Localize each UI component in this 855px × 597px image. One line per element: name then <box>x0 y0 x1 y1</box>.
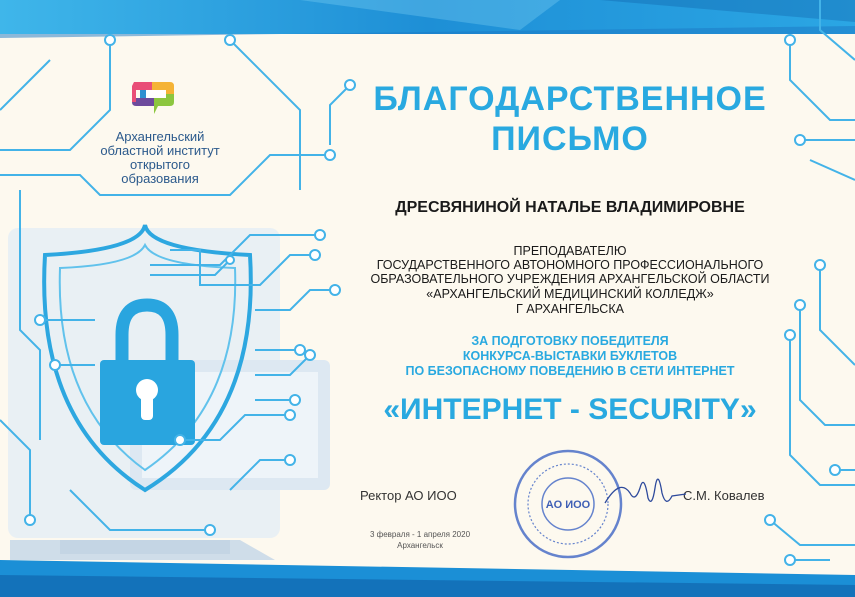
recipient-name: ДРЕСВЯНИНОЙ НАТАЛЬЕ ВЛАДИМИРОВНЕ <box>395 199 745 216</box>
document-title-line: БЛАГОДАРСТВЕННОЕ <box>373 80 767 118</box>
top-band <box>0 0 855 38</box>
reason-line: КОНКУРСА-ВЫСТАВКИ БУКЛЕТОВ <box>462 349 678 363</box>
city-name: Архангельск <box>397 541 443 550</box>
reason-line: ПО БЕЗОПАСНОМУ ПОВЕДЕНИЮ В СЕТИ ИНТЕРНЕТ <box>405 364 735 378</box>
recipient-position-line: ГОСУДАРСТВЕННОГО АВТОНОМНОГО ПРОФЕССИОНАЛЬНОГО <box>376 258 764 272</box>
recipient-position-line: Г АРХАНГЕЛЬСКА <box>516 302 624 316</box>
recipient-position-line: «АРХАНГЕЛЬСКИЙ МЕДИЦИНСКИЙ КОЛЛЕДЖ» <box>426 287 714 301</box>
institute-name <box>80 130 240 186</box>
reason-line: ЗА ПОДГОТОВКУ ПОБЕДИТЕЛЯ <box>471 334 669 348</box>
stamp-center-text: АО ИОО <box>545 499 591 511</box>
signature-scribble-icon <box>600 458 690 518</box>
bottom-band <box>0 560 855 597</box>
institute-name-line: Архангельский <box>115 129 205 144</box>
institute-logo-icon <box>124 76 180 120</box>
signer-role: Ректор АО ИОО <box>360 488 457 503</box>
institute-name-line: открытого <box>130 157 190 172</box>
institute-name-line: областной институт <box>100 143 220 158</box>
recipient-position-line: ОБРАЗОВАТЕЛЬНОГО УЧРЕЖДЕНИЯ АРХАНГЕЛЬСКОЙ ОБЛАСТИ <box>370 272 770 286</box>
event-title: «ИНТЕРНЕТ - SECURITY» <box>383 393 757 426</box>
recipient-position-line: ПРЕПОДАВАТЕЛЮ <box>513 244 627 258</box>
date-range: 3 февраля - 1 апреля 2020 <box>369 530 471 539</box>
document-title-line: ПИСЬМО <box>491 120 649 158</box>
institute-name-line: образования <box>121 171 199 186</box>
signer-name: С.М. Ковалев <box>683 488 765 503</box>
